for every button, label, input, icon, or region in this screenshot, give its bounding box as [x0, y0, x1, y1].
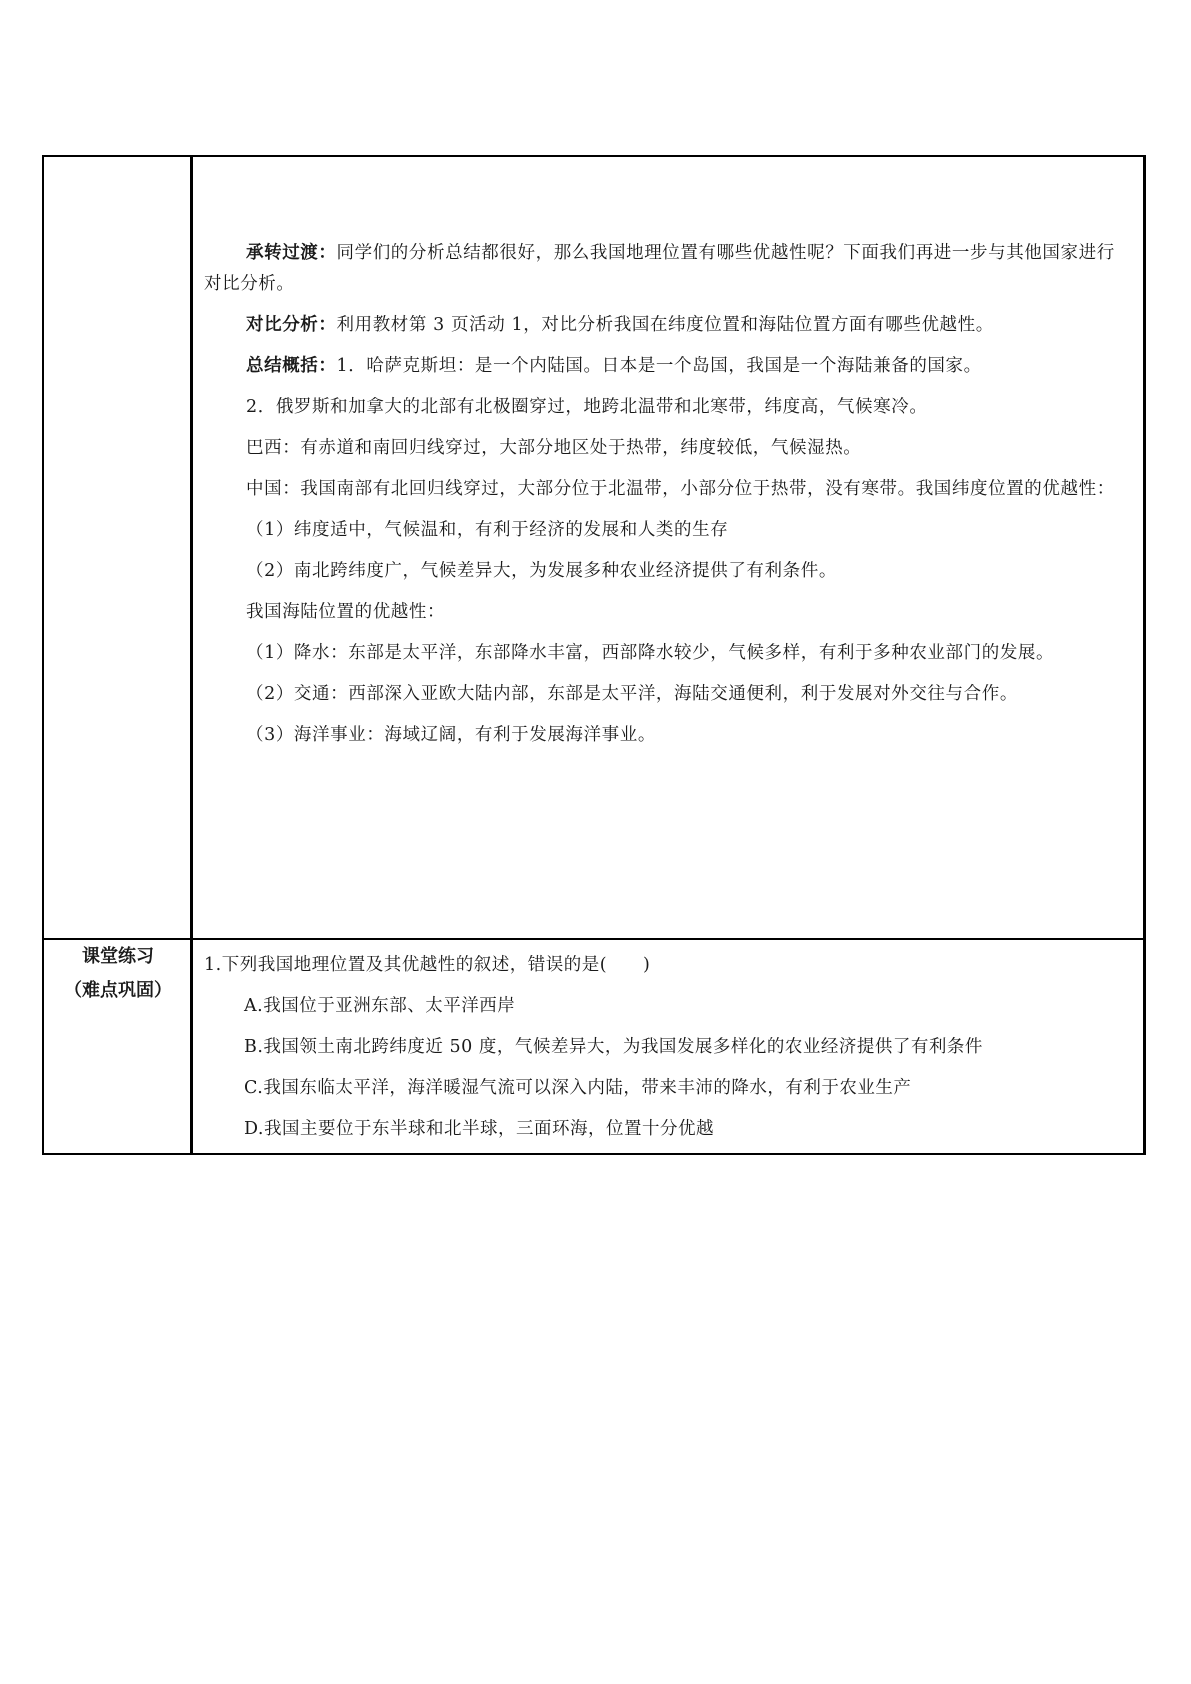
summary-title: 总结概括：: [246, 356, 337, 376]
table-border-right: [1143, 155, 1146, 1155]
teaching-process-content: [204, 238, 1124, 761]
transition-title: 承转过渡：: [246, 243, 337, 263]
point-2-paragraph: 2．俄罗斯和加拿大的北部有北极圈穿过，地跨北温带和北寒带，纬度高，气候寒冷。: [246, 397, 928, 417]
table-row-divider: [42, 938, 1146, 940]
sea-land-title: 我国海陆位置的优越性：: [246, 602, 446, 622]
summary-text: 1．哈萨克斯坦：是一个内陆国。日本是一个岛国，我国是一个海陆兼备的国家。: [336, 356, 982, 376]
sea-land-advantage-3: （3）海洋事业：海域辽阔，有利于发展海洋事业。: [246, 725, 656, 745]
latitude-advantage-2: （2）南北跨纬度广，气候差异大，为发展多种农业经济提供了有利条件。: [246, 561, 837, 581]
option-b: B.我国领土南北跨纬度近 50 度，气候差异大，为我国发展多样化的农业经济提供了有利条件: [244, 1037, 983, 1057]
sea-land-advantage-2: （2）交通：西部深入亚欧大陆内部，东部是太平洋，海陆交通便利，利于发展对外交往与合作。: [246, 684, 1018, 704]
brazil-paragraph: 巴西：有赤道和南回归线穿过，大部分地区处于热带，纬度较低，气候湿热。: [246, 438, 862, 458]
option-a: A.我国位于亚洲东部、太平洋西岸: [244, 996, 516, 1016]
compare-text: 利用教材第 3 页活动 1，对比分析我国在纬度位置和海陆位置方面有哪些优越性。: [336, 315, 994, 335]
exercise-question: 1.下列我国地理位置及其优越性的叙述，错误的是( ): [204, 955, 651, 975]
exercise-content: [204, 950, 1124, 1155]
summary-paragraph: [204, 351, 1124, 382]
compare-paragraph: [204, 310, 1124, 341]
transition-paragraph: [204, 238, 1124, 300]
china-paragraph: 中国：我国南部有北回归线穿过，大部分位于北温带，小部分位于热带，没有寒带。我国纬度位置的优越性：: [246, 479, 1115, 499]
exercise-label-line1: 课堂练习: [82, 946, 154, 967]
transition-text: 同学们的分析总结都很好，那么我国地理位置有哪些优越性呢？下面我们再进一步与其他国家进行对比分析。: [204, 243, 1115, 294]
table-border-top: [42, 155, 1146, 157]
latitude-advantage-1: （1）纬度适中，气候温和，有利于经济的发展和人类的生存: [246, 520, 729, 540]
option-d: D.我国主要位于东半球和北半球，三面环海，位置十分优越: [244, 1119, 714, 1139]
compare-title: 对比分析：: [246, 315, 337, 335]
exercise-label: [44, 940, 192, 1008]
exercise-label-line2: （难点巩固）: [64, 980, 172, 1001]
sea-land-advantage-1: （1）降水：东部是太平洋，东部降水丰富，西部降水较少，气候多样，有利于多种农业部门的发展。: [246, 643, 1055, 663]
option-c: C.我国东临太平洋，海洋暖湿气流可以深入内陆，带来丰沛的降水，有利于农业生产: [244, 1078, 912, 1098]
